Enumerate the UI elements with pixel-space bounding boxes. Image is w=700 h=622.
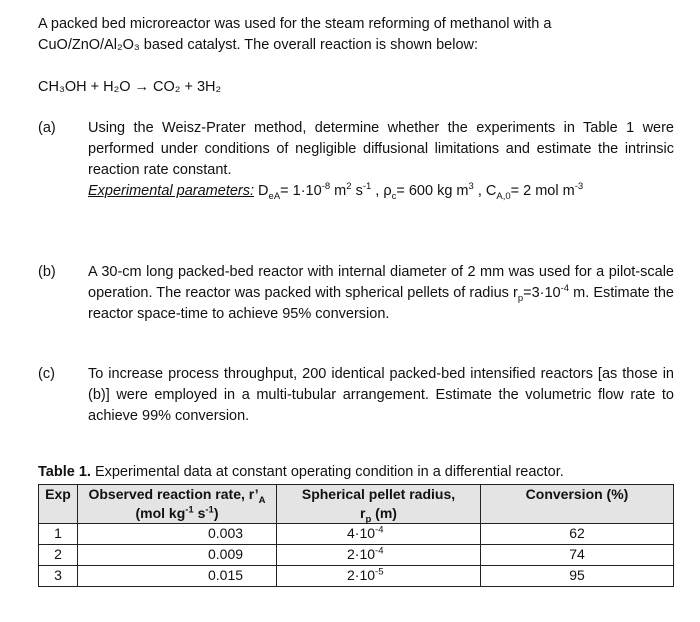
parameters-label: Experimental parameters: [88, 183, 255, 199]
cell-radius: $2\cdot 10^{-4}$ [277, 545, 481, 566]
part-b-text: A 30-cm long packed-bed reactor with internal diameter of 2 mm was used for a pilot-scale operation. The reactor was packed with spherical pellets of radius $r_p=3\cdot 10^{-4}$ m. Estimate the reactor space-time to achieve 95% conversion. [88, 264, 674, 322]
cell-radius: $2\cdot 10^{-5}$ [277, 566, 481, 587]
part-a-text: Using the Weisz-Prater method, determine whether the experiments in Table 1 were performed under conditions of negligible diffusional limitations and estimate the intrinsic reaction rate constant. [88, 120, 674, 178]
header-radius: Spherical pellet radius, $r_p$ (m) [277, 485, 481, 524]
part-a-label: (a) [38, 120, 56, 136]
intro-line-2: CuO/ZnO/Al₂O₃ based catalyst. The overall reaction is shown below: [38, 37, 479, 53]
cell-exp: 3 [39, 566, 78, 587]
cell-rate: 0.015 [78, 566, 277, 587]
cell-rate: 0.003 [78, 524, 277, 545]
cell-radius: $4\cdot 10^{-4}$ [277, 524, 481, 545]
part-a-parameters: Experimental parameters: $D_{eA}= 1\cdot 10^{-8}$ $m^2$ $s^{-1}$ , $\rho_c= 600$ kg $m^3$ , $C_{A,0}= 2$ mol $m^{-3}$ [88, 181, 584, 202]
part-c-label: (c) [38, 366, 55, 382]
cell-rate: 0.009 [78, 545, 277, 566]
table-row [39, 545, 674, 566]
cell-conversion: 62 [481, 524, 674, 545]
table-caption: Table 1. Experimental data at constant operating condition in a differential reactor. [38, 464, 564, 480]
experimental-data-table [38, 484, 674, 587]
part-a [38, 118, 674, 202]
header-conversion: Conversion (%) [481, 485, 674, 524]
part-c [38, 364, 674, 427]
problem-intro [38, 14, 672, 56]
part-c-text: To increase process throughput, 200 identical packed-bed intensified reactors [as those in (b)] were employed in a multi-tubular arrangement. Estimate the volumetric flow rate to achieve 99% conversion. [88, 366, 674, 424]
cell-conversion: 74 [481, 545, 674, 566]
cell-conversion: 95 [481, 566, 674, 587]
intro-line-1: A packed bed microreactor was used for the steam reforming of methanol with a [38, 16, 552, 32]
cell-exp: 1 [39, 524, 78, 545]
header-exp: Exp [39, 485, 78, 524]
part-b-label: (b) [38, 264, 56, 280]
table-header-row [39, 485, 674, 524]
part-b [38, 262, 674, 325]
cell-exp: 2 [39, 545, 78, 566]
table-row [39, 524, 674, 545]
table-row [39, 566, 674, 587]
reaction-equation: CH₃OH + H₂O → CO₂ + 3H₂ [38, 79, 222, 95]
header-rate: Observed reaction rate, $r’_A$ (mol $kg^{-1}$ $s^{-1}$) [78, 485, 277, 524]
